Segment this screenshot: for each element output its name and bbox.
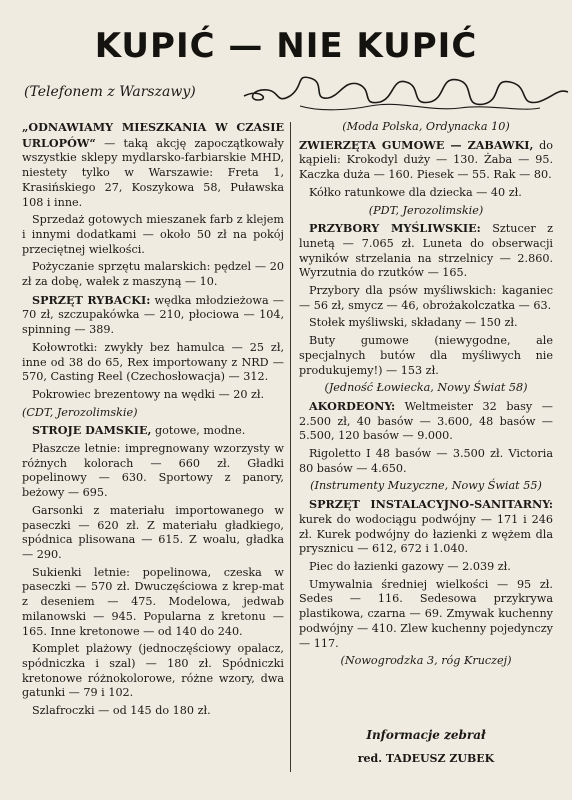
paragraph (299, 186, 553, 201)
paragraph (299, 399, 553, 444)
paragraph (22, 260, 284, 289)
paragraph-text: Kołowrotki: zwykły bez hamulca — 25 zł, inne od 38 do 65, Rex importowany z NRD — 570, Casting Reel (Czechosłowacja) — 312. (22, 340, 284, 384)
article-title: KUPIĆ — NIE KUPIĆ (94, 26, 478, 66)
paragraph-text: Rigoletto I 48 basów — 3.500 zł. Victoria 80 basów — 4.650. (299, 447, 553, 475)
paragraph-text: Szlafroczki — od 145 do 180 zł. (32, 704, 211, 718)
signature-author: red. TADEUSZ ZUBEK (357, 752, 495, 765)
paragraph-text: (Moda Polska, Ordynacka 10) (342, 120, 510, 133)
section-heading: SPRZĘT INSTALACYJNO-SANITARNY: (309, 497, 553, 512)
paragraph-text: Sztucer z lunetą — 7.065 zł. Luneta do obserwacji wyników strzelania na strzelnicy — 2.860. Wyrzutnia do rzutków — 165. (299, 222, 553, 280)
section-heading: AKORDEONY: (309, 398, 396, 413)
paragraph-text: Sukienki letnie: popelinowa, czeska w paseczki — 570 zł. Dwuczęściowa z krep-mat z deseniem — 475. Modelowa, jedwab milanowski — 945. Popularna z kretonu — 165. Inne kretonowe — od 140 do 240. (22, 565, 284, 638)
paragraph (299, 578, 553, 652)
left-column (22, 120, 284, 722)
paragraph-text: Przybory dla psów myśliwskich: kaganiec — 56 zł, smycz — 46, obrożakolczatka — 63. (299, 284, 553, 312)
section-heading: STROJE DAMSKIE, (32, 423, 152, 438)
paragraph (299, 221, 553, 281)
paragraph (22, 213, 284, 257)
paragraph-text: (Jedność Łowiecka, Nowy Świat 58) (324, 381, 528, 395)
paragraph-text: gotowe, modne. (151, 424, 246, 438)
paragraph (22, 293, 284, 338)
paragraph (299, 204, 553, 219)
paragraph-text: (Instrumenty Muzyczne, Nowy Świat 55) (310, 479, 542, 493)
section-heading: ZWIERZĘTA GUMOWE — ZABAWKI, (299, 137, 534, 152)
paragraph (22, 504, 284, 563)
paragraph (299, 560, 553, 575)
signature-note: Informacje zebrał (366, 728, 486, 742)
paragraph (299, 447, 553, 476)
article-subtitle: (Telefonem z Warszawy) (24, 84, 196, 100)
paragraph (299, 497, 553, 557)
paragraph-text: Garsonki z materiału importowanego w paseczki — 620 zł. Z materiału gładkiego, spódnica plisowana — 615. Z woalu, gładka — 290. (22, 503, 284, 561)
section-heading: SPRZĘT RYBACKI: (32, 292, 151, 307)
paragraph (22, 442, 284, 501)
paragraph (299, 120, 553, 135)
paragraph-text: wędka młodzieżowa — 70 zł, szczupakówka — 210, płociowa — 104, spinning — 389. (22, 293, 284, 337)
paragraph (299, 479, 553, 494)
paragraph-text: Pokrowiec brezentowy na wędki — 20 zł. (32, 387, 265, 401)
paragraph (299, 284, 553, 313)
paragraph (22, 642, 284, 701)
paragraph (22, 566, 284, 640)
paragraph (22, 423, 284, 439)
paragraph (299, 316, 553, 331)
paragraph (22, 120, 284, 210)
paragraph-text: Sprzedaż gotowych mieszanek farb z klejem i innymi dodatkami — około 50 zł na pokój przeciętnej wielkości. (22, 213, 284, 256)
paragraph-text: Kółko ratunkowe dla dziecka — 40 zł. (309, 185, 522, 199)
decorative-scribble (240, 66, 572, 118)
right-column (299, 120, 553, 672)
paragraph-text: — taką akcję zapoczątkowały wszystkie sklepy mydlarsko-farbiarskie MHD, niestety tylko w Warszawie: Freta 1, Krasińskiego 27, Koszykowa 58, Puławska 108 i inne. (22, 136, 284, 209)
paragraph-text: Płaszcze letnie: impregnowany wzorzysty w różnych kolorach — 660 zł. Gładki popelinowy — 630. Sportowy z panory, beżowy — 695. (22, 442, 284, 500)
paragraph-text: Stołek myśliwski, składany — 150 zł. (309, 316, 518, 330)
paragraph-text: (Nowogrodzka 3, róg Kruczej) (340, 654, 512, 668)
section-heading: „ODNAWIAMY MIESZKANIA W CZASIE URLOPÓW“ (22, 120, 284, 150)
paragraph (22, 341, 284, 385)
paragraph-text: Pożyczanie sprzętu malarskich: pędzel — 20 zł za dobę, wałek z maszyną — 10. (22, 260, 284, 289)
paragraph (299, 654, 553, 669)
paragraph (22, 406, 284, 421)
paragraph (22, 704, 284, 719)
paragraph-text: Komplet plażowy (jednoczęściowy opalacz, spódniczka i szal) — 180 zł. Spódniczki kretonowe różnokolorowe, różne wzory, dwa gatunki — 79 i 102. (22, 642, 284, 700)
paragraph-text: Umywalnia średniej wielkości — 95 zł. Sedes — 116. Sedesowa przykrywa plastikowa, czarna — 69. Zmywak kuchenny podwójny — 410. Zlew kuchenny pojedynczy — 117. (299, 577, 553, 650)
paragraph-text: Weltmeister 32 basy — 2.500 zł, 40 basów — 3.600, 48 basów — 5.500, 120 basów — 9.000. (299, 399, 553, 443)
paragraph (299, 334, 553, 378)
paragraph-text: (CDT, Jerozolimskie) (22, 405, 138, 419)
paragraph-text: (PDT, Jerozolimskie) (368, 203, 484, 217)
paragraph (299, 138, 553, 183)
paragraph (22, 388, 284, 403)
paragraph-text: Piec do łazienki gazowy — 2.039 zł. (309, 559, 511, 573)
column-divider (290, 122, 291, 772)
paragraph-text: kurek do wodociągu podwójny — 171 i 246 zł. Kurek podwójny do łazienki z wężem dla prysznicu — 612, 672 i 1.040. (299, 512, 553, 556)
paragraph-text: do kąpieli: Krokodyl duży — 130. Żaba — 95. Kaczka duża — 160. Piesek — 55. Rak — 80. (299, 138, 553, 182)
paragraph (299, 381, 553, 396)
section-heading: PRZYBORY MYŚLIWSKIE: (309, 221, 481, 236)
paragraph-text: Buty gumowe (niewygodne, ale specjalnych butów dla myśliwych nie produkujemy!) — 153 zł. (299, 334, 553, 377)
